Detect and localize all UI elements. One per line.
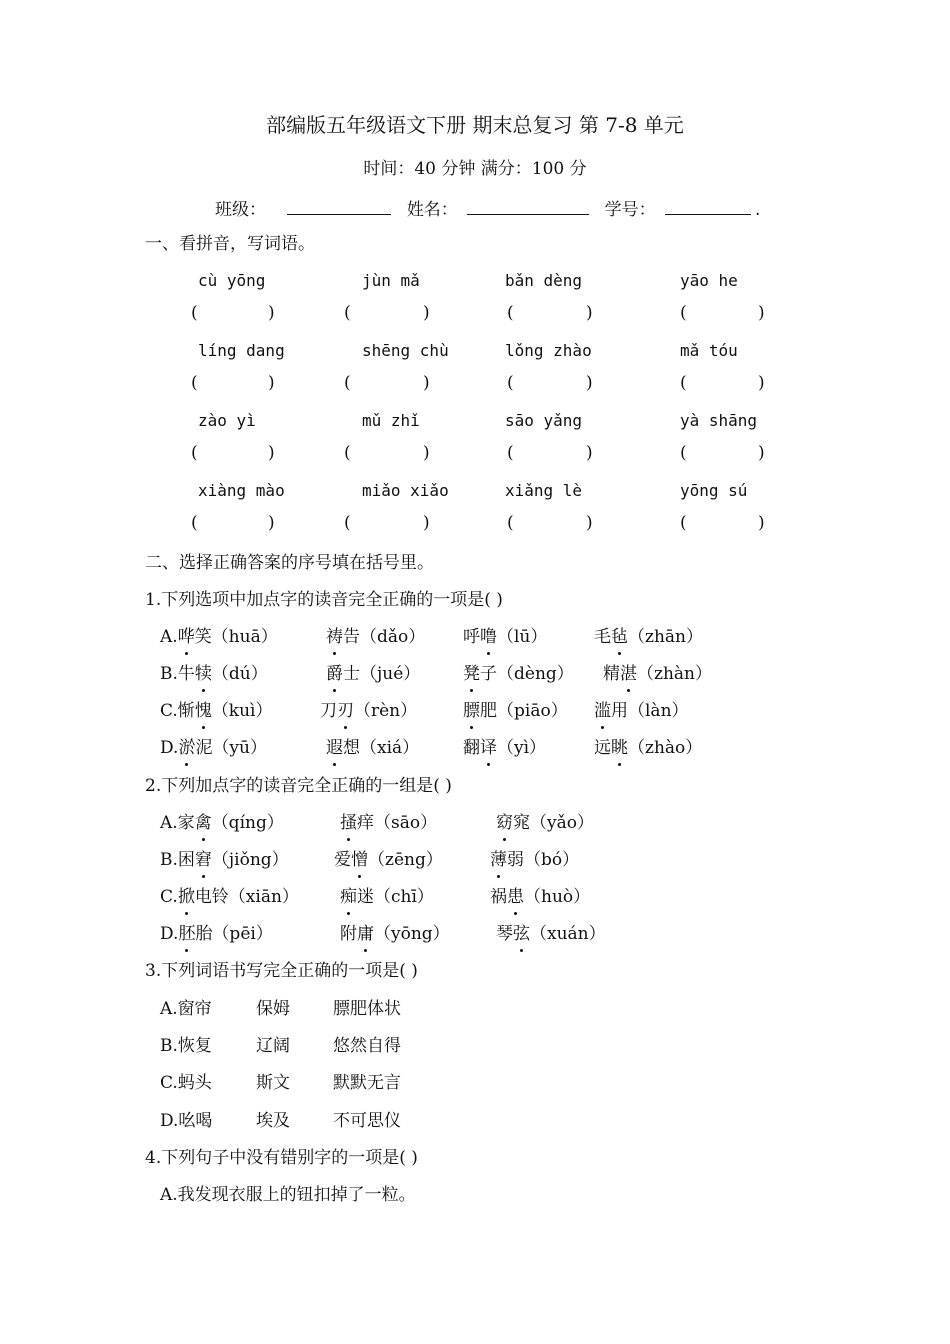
q3-option-word: C.蚂头: [160, 1073, 212, 1093]
id-label: 学号：: [604, 200, 656, 220]
answer-paren-close: ): [586, 513, 593, 533]
answer-paren-open: (: [191, 443, 198, 463]
q1-option-c1: C.惭愧（kuì）: [160, 701, 273, 721]
pinyin-prompt: mǎ tóu: [680, 341, 738, 360]
q2-option-b1: B.困窘（jiǒng）: [160, 850, 289, 870]
q1-option-a4: 毛毡（zhān）: [594, 627, 703, 647]
pinyin-prompt: shēng chù: [362, 341, 449, 360]
q3-option-word: 斯文: [256, 1073, 290, 1093]
answer-blank[interactable]: [354, 372, 421, 394]
q1-option-b1: B.牛犊（dú）: [160, 664, 268, 684]
answer-paren-close: ): [758, 373, 765, 393]
answer-paren-close: ): [586, 373, 593, 393]
q1-option-c2: 刀刃（rèn）: [320, 701, 418, 721]
q4-stem: 4.下列句子中没有错别字的一项是( ): [145, 1148, 418, 1168]
answer-blank[interactable]: [690, 372, 756, 394]
answer-paren-close: ): [758, 513, 765, 533]
answer-paren-open: (: [191, 373, 198, 393]
pinyin-prompt: yāo he: [680, 271, 738, 290]
q1-option-d3: 翻译（yì）: [463, 738, 547, 758]
answer-blank[interactable]: [517, 302, 584, 324]
answer-paren-close: ): [586, 443, 593, 463]
answer-blank[interactable]: [690, 442, 756, 464]
q2-option-d1: D.胚胎（pēi）: [160, 924, 273, 944]
pinyin-prompt: mǔ zhǐ: [362, 411, 420, 430]
answer-blank[interactable]: [354, 512, 421, 534]
answer-blank[interactable]: [201, 512, 266, 534]
class-label: 班级：: [215, 200, 266, 220]
answer-paren-close: ): [758, 443, 765, 463]
answer-paren-open: (: [507, 513, 514, 533]
q2-option-a3: 窈窕（yǎo）: [496, 813, 594, 833]
answer-blank[interactable]: [201, 442, 266, 464]
answer-paren-close: ): [423, 303, 430, 323]
q4-option-a: A.我发现衣服上的钮扣掉了一粒。: [160, 1185, 416, 1205]
q1-option-d4: 远眺（zhào）: [594, 738, 703, 758]
answer-paren-close: ): [268, 513, 275, 533]
q3-stem: 3.下列词语书写完全正确的一项是( ): [145, 961, 418, 981]
answer-paren-close: ): [423, 373, 430, 393]
q1-option-d2: 遐想（xiá）: [326, 738, 420, 758]
id-field[interactable]: [665, 196, 751, 215]
pinyin-prompt: zào yì: [198, 411, 256, 430]
answer-paren-open: (: [344, 443, 351, 463]
answer-paren-open: (: [507, 443, 514, 463]
pinyin-prompt: yà shāng: [680, 411, 758, 430]
student-info-row: [215, 196, 760, 221]
answer-blank[interactable]: [517, 512, 584, 534]
q2-stem: 2.下列加点字的读音完全正确的一组是( ): [145, 776, 452, 796]
answer-paren-close: ): [586, 303, 593, 323]
q3-option-word: 膘肥体状: [333, 999, 401, 1019]
q1-option-b2: 爵士（jué）: [326, 664, 421, 684]
q1-option-a1: A.哗笑（huā）: [160, 627, 278, 647]
q3-option-word: 悠然自得: [333, 1036, 401, 1056]
name-label: 姓名：: [406, 200, 458, 220]
answer-paren-open: (: [344, 513, 351, 533]
end-mark: .: [755, 200, 761, 220]
q1-option-d1: D.淤泥（yū）: [160, 738, 267, 758]
name-field[interactable]: [467, 196, 589, 215]
class-field[interactable]: [287, 196, 391, 215]
answer-paren-open: (: [344, 303, 351, 323]
answer-paren-close: ): [423, 443, 430, 463]
q2-option-c2: 痴迷（chī）: [340, 887, 434, 907]
page-title: 部编版五年级语文下册 期末总复习 第 7-8 单元: [266, 113, 684, 137]
answer-blank[interactable]: [690, 302, 756, 324]
pinyin-prompt: yōng sú: [680, 481, 748, 500]
q2-option-c3: 祸患（huò）: [490, 887, 591, 907]
q3-option-word: 辽阔: [256, 1036, 290, 1056]
answer-blank[interactable]: [201, 302, 266, 324]
pinyin-prompt: bǎn dèng: [505, 271, 583, 290]
answer-paren-open: (: [191, 303, 198, 323]
answer-paren-open: (: [680, 373, 687, 393]
q3-option-word: 保姆: [256, 999, 290, 1019]
section2-heading: 二、选择正确答案的序号填在括号里。: [145, 553, 434, 573]
pinyin-prompt: jùn mǎ: [362, 271, 420, 290]
q3-option-word: 默默无言: [333, 1073, 401, 1093]
q2-option-c1: C.掀电铃（xiān）: [160, 887, 299, 907]
q2-option-d2: 附庸（yōng）: [340, 924, 450, 944]
answer-blank[interactable]: [690, 512, 756, 534]
answer-blank[interactable]: [354, 302, 421, 324]
q1-option-a3: 呼噜（lū）: [463, 627, 548, 647]
answer-paren-open: (: [680, 513, 687, 533]
q1-option-c3: 膘肥（piāo）: [463, 701, 568, 721]
answer-blank[interactable]: [354, 442, 421, 464]
answer-paren-close: ): [268, 303, 275, 323]
q1-option-c4: 滥用（làn）: [594, 701, 689, 721]
q2-option-b2: 爱憎（zēng）: [334, 850, 443, 870]
answer-paren-open: (: [507, 373, 514, 393]
answer-paren-close: ): [268, 373, 275, 393]
time-info: 时间：40 分钟 满分：100 分: [363, 159, 587, 179]
pinyin-prompt: xiǎng lè: [505, 481, 583, 500]
pinyin-prompt: líng dang: [198, 341, 285, 360]
answer-paren-open: (: [680, 443, 687, 463]
q1-option-b4: 精湛（zhàn）: [603, 664, 712, 684]
pinyin-prompt: sāo yǎng: [505, 411, 583, 430]
q2-option-d3: 琴弦（xuán）: [496, 924, 606, 944]
answer-paren-open: (: [507, 303, 514, 323]
answer-paren-close: ): [423, 513, 430, 533]
q3-option-word: A.窗帘: [160, 999, 212, 1019]
pinyin-prompt: xiàng mào: [198, 481, 285, 500]
q2-option-b3: 薄弱（bó）: [490, 850, 580, 870]
q2-option-a1: A.家禽（qíng）: [160, 813, 284, 833]
q3-option-word: B.恢复: [160, 1036, 212, 1056]
q3-option-word: 埃及: [256, 1111, 290, 1131]
answer-paren-open: (: [344, 373, 351, 393]
answer-blank[interactable]: [201, 372, 266, 394]
answer-paren-close: ): [268, 443, 275, 463]
pinyin-prompt: lǒng zhào: [505, 341, 592, 360]
section1-heading: 一、看拼音，写词语。: [145, 234, 315, 254]
answer-blank[interactable]: [517, 372, 584, 394]
q2-option-a2: 搔痒（sāo）: [340, 813, 438, 833]
pinyin-prompt: cù yōng: [198, 271, 266, 290]
q1-option-a2: 祷告（dǎo）: [326, 627, 426, 647]
answer-paren-close: ): [758, 303, 765, 323]
q1-stem: 1.下列选项中加点字的读音完全正确的一项是( ): [145, 590, 503, 610]
q3-option-word: 不可思仪: [333, 1111, 401, 1131]
q1-option-b3: 凳子（dèng）: [463, 664, 574, 684]
q3-option-word: D.吆喝: [160, 1111, 213, 1131]
pinyin-prompt: miǎo xiǎo: [362, 481, 449, 500]
answer-paren-open: (: [680, 303, 687, 323]
answer-blank[interactable]: [517, 442, 584, 464]
answer-paren-open: (: [191, 513, 198, 533]
